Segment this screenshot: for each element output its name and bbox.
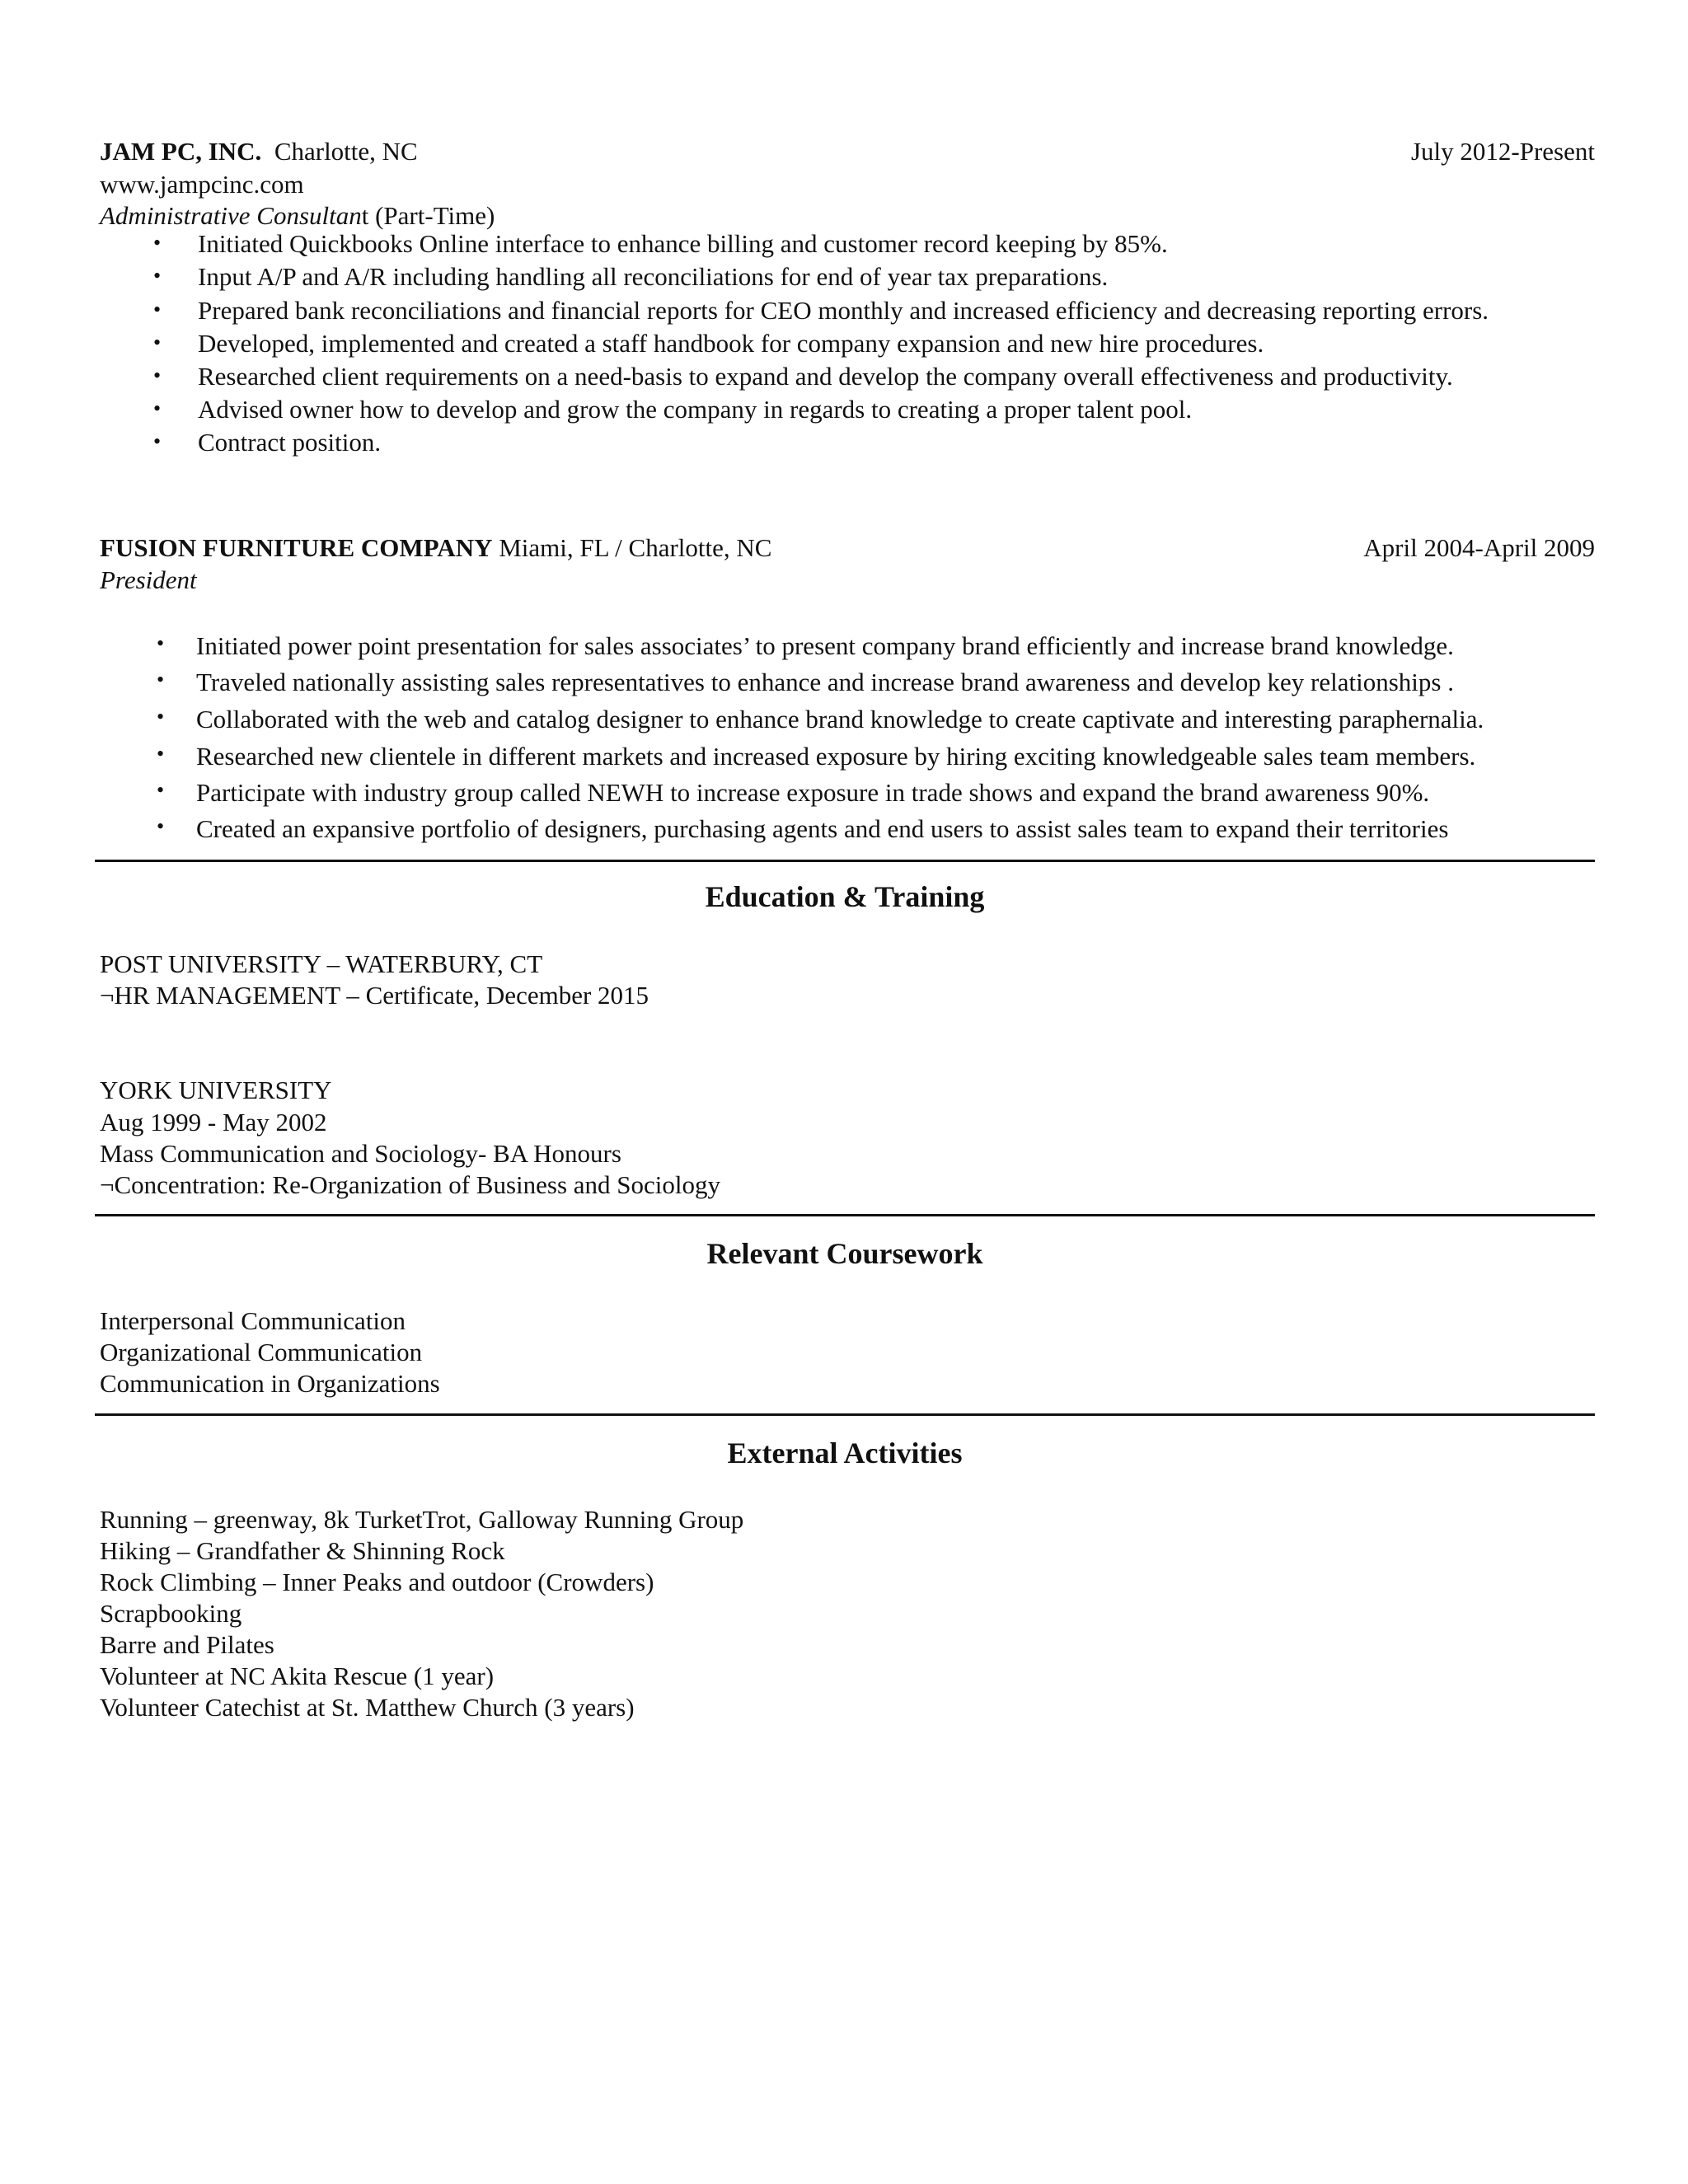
bullet-dot: • [153, 396, 162, 420]
job1-bullet: Prepared bank reconciliations and financial reports for CEO monthly and increased efficiency and decreasing reporting errors. [198, 296, 1489, 325]
job1-dates: July 2012-Present [1410, 137, 1595, 166]
job1-bullet: Initiated Quickbooks Online interface to enhance billing and customer record keeping by 85%. [198, 229, 1168, 258]
bullet-dot: • [153, 298, 162, 321]
section-divider [95, 860, 1595, 862]
job1-bullet: Advised owner how to develop and grow the company in regards to creating a proper talent pool. [198, 395, 1193, 424]
section-divider [95, 1413, 1595, 1416]
job2-bullet: Participate with industry group called NEWH to increase exposure in trade shows and expand the brand awareness 90%. [196, 778, 1430, 807]
job2-header [100, 535, 771, 560]
education-line: Mass Communication and Sociology- BA Honours [100, 1139, 621, 1168]
activity-line: Hiking – Grandfather & Shinning Rock [100, 1536, 505, 1565]
bullet-dot: • [153, 363, 162, 387]
coursework-line: Communication in Organizations [100, 1369, 440, 1398]
bullet-dot: • [153, 429, 162, 453]
education-heading: Education & Training [705, 880, 985, 913]
coursework-line: Organizational Communication [100, 1338, 423, 1366]
job2-location: Miami, FL / Charlotte, NC [499, 533, 772, 562]
bullet-dot: • [153, 231, 162, 255]
job1-location: Charlotte, NC [274, 137, 418, 166]
job2-title: President [100, 565, 197, 594]
bullet-dot: • [157, 631, 165, 655]
job1-bullet: Researched client requirements on a need-basis to expand and develop the company overall effectiveness and productivity. [198, 362, 1453, 391]
education-line: ¬HR MANAGEMENT – Certificate, December 2015 [100, 981, 649, 1010]
activity-line: Volunteer at NC Akita Rescue (1 year) [100, 1661, 495, 1690]
education-line: Aug 1999 - May 2002 [100, 1108, 327, 1137]
job1-title-rest: t (Part-Time) [361, 201, 495, 230]
bullet-dot: • [157, 778, 165, 802]
education-line: ¬Concentration: Re-Organization of Business and Sociology [100, 1170, 721, 1199]
bullet-dot: • [153, 330, 162, 354]
bullet-dot: • [153, 264, 162, 288]
job2-bullet: Traveled nationally assisting sales representatives to enhance and increase brand awareness and develop key relationships . [196, 668, 1454, 696]
coursework-heading: Relevant Coursework [706, 1237, 983, 1270]
activity-line: Scrapbooking [100, 1599, 242, 1628]
activity-line: Barre and Pilates [100, 1630, 274, 1659]
activities-heading: External Activities [727, 1436, 963, 1469]
activity-line: Rock Climbing – Inner Peaks and outdoor (Crowders) [100, 1568, 654, 1596]
education-line: YORK UNIVERSITY [100, 1076, 332, 1104]
activity-line: Running – greenway, 8k TurketTrot, Galloway Running Group [100, 1505, 744, 1534]
bullet-dot: • [157, 668, 165, 691]
job1-company: JAM PC, INC. [100, 137, 262, 166]
activity-line: Volunteer Catechist at St. Matthew Church (3 years) [100, 1693, 635, 1722]
job2-bullet: Researched new clientele in different markets and increased exposure by hiring exciting knowledgeable sales team members. [196, 742, 1476, 771]
bullet-dot: • [157, 705, 165, 729]
job1-bullet: Developed, implemented and created a staff handbook for company expansion and new hire procedures. [198, 329, 1264, 358]
job2-dates: April 2004-April 2009 [1363, 533, 1595, 562]
job1-website: www.jampcinc.com [100, 170, 304, 199]
section-divider [95, 1214, 1595, 1216]
job1-bullet: Contract position. [198, 428, 382, 457]
bullet-dot: • [157, 814, 165, 838]
job2-company: FUSION FURNITURE COMPANY [100, 533, 493, 562]
job1-title [100, 203, 495, 228]
coursework-line: Interpersonal Communication [100, 1306, 406, 1335]
job2-bullet: Initiated power point presentation for sales associates’ to present company brand efficiently and increase brand knowledge. [196, 631, 1454, 660]
bullet-dot: • [157, 742, 165, 766]
job1-bullet: Input A/P and A/R including handling all reconciliations for end of year tax preparations. [198, 262, 1109, 291]
job2-bullet: Collaborated with the web and catalog designer to enhance brand knowledge to create captivate and interesting paraphernalia. [196, 705, 1484, 733]
job1-title-italic: Administrative Consultan [100, 201, 362, 230]
education-line: POST UNIVERSITY – WATERBURY, CT [100, 949, 543, 978]
job1-header [100, 138, 418, 164]
job2-bullet: Created an expansive portfolio of designers, purchasing agents and end users to assist sales team to expand their territories [196, 814, 1449, 843]
